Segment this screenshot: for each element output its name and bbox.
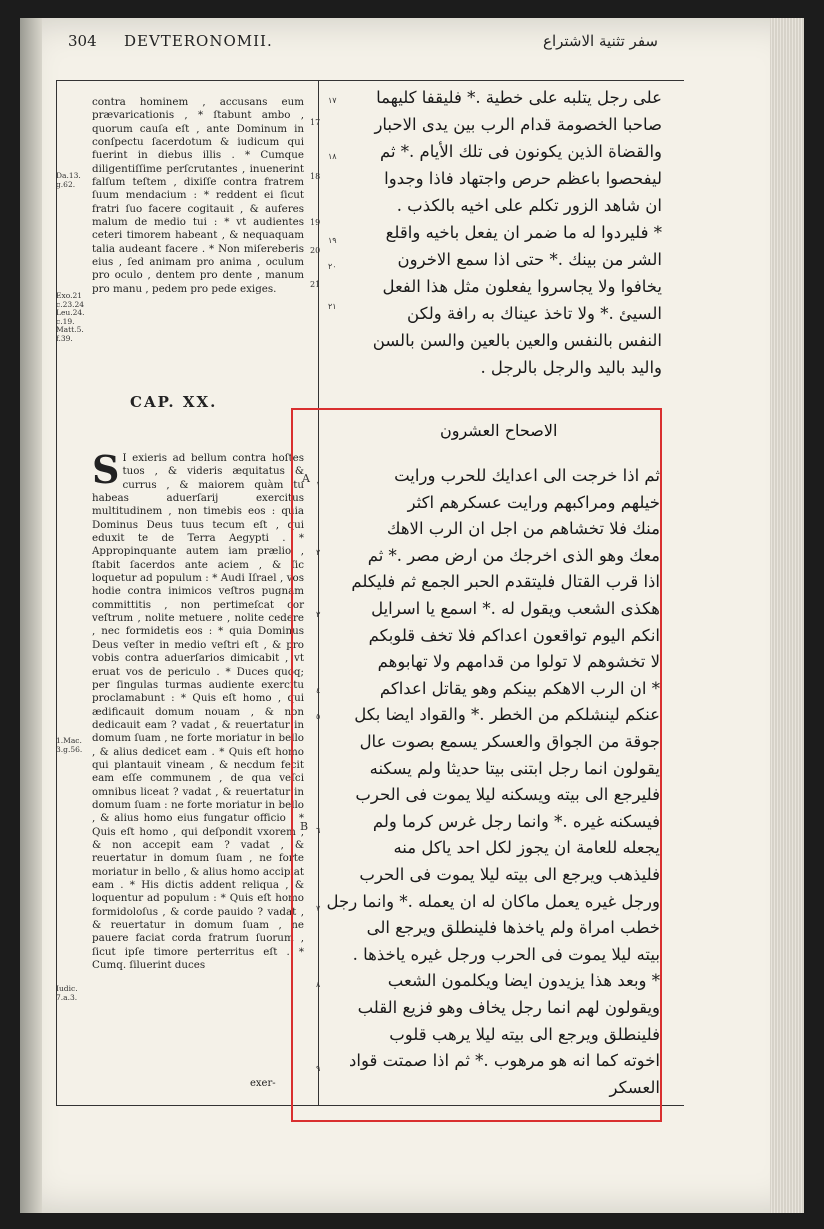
margin-note: Da.13. g.62. xyxy=(56,171,81,189)
latin-verse-number: 20 xyxy=(310,246,321,255)
book-title: DEVTERONOMII. xyxy=(124,32,273,50)
arabic-verse-number: ١٨ xyxy=(328,152,337,161)
arabic-verse-number: ٤ xyxy=(316,686,321,695)
arabic-line: خطب امراة ولم ياخذها فلينطلق ويرجع الى xyxy=(366,918,660,938)
chapter-heading: CAP. XX. xyxy=(130,393,218,411)
arabic-line: يخافوا ولا يجاسروا يفعلون مثل هذا الفعل xyxy=(382,277,662,296)
arabic-verse-number: ٩ xyxy=(316,1064,321,1073)
page-number: 304 xyxy=(68,32,97,50)
arabic-line: فليذهب ويرجع الى بيته ليلا يموت فى الحرب xyxy=(359,865,660,884)
arabic-line: جوقة من الجواق والعسكر يسمع بصوت عال xyxy=(359,732,660,751)
arabic-line: العسكر xyxy=(609,1077,660,1097)
arabic-line: * فليردوا له ما ضمر ان يفعل باخيه واقلع xyxy=(385,223,662,242)
catchword: exer- xyxy=(250,1078,276,1089)
arabic-verse-number: ١ xyxy=(316,480,321,489)
arabic-line: ويقولون لهم انما رجل يخاف وهو فزيع القلب xyxy=(357,998,660,1017)
arabic-verse-number: ٦ xyxy=(316,826,321,835)
arabic-verse-number: ٥ xyxy=(316,712,321,721)
arabic-line: بيته ليلا يموت فى الحرب ورجل غيره ياخذها . xyxy=(352,944,660,964)
arabic-line: فيسكنه غيره .* وانما رجل غرس كرما ولم xyxy=(372,811,660,831)
arabic-line: * وبعد هذا يزيدون ايضا ويكلمون الشعب xyxy=(387,971,660,991)
drop-cap: S xyxy=(92,447,120,492)
latin-verse-number: 21 xyxy=(310,280,321,289)
arabic-line: هكذى الشعب ويقول له .* اسمع يا اسرايل xyxy=(371,599,660,618)
page-header xyxy=(68,32,668,58)
arabic-line: ان شاهد الزور تكلم على اخيه بالكذب . xyxy=(396,196,662,215)
arabic-line: والقضاة الذين يكونون فى تلك الأيام .* ثم xyxy=(379,142,662,161)
center-divider-left xyxy=(56,80,57,1105)
latin-chapter-text xyxy=(92,447,304,972)
page-edges xyxy=(770,18,804,1213)
arabic-line: السيئ .* ولا تاخذ عيناك به رافة ولكن xyxy=(407,304,662,323)
arabic-line: واليد باليد والرجل بالرجل . xyxy=(480,358,662,377)
arabic-chapter-title: الاصحاح العشرون xyxy=(440,421,558,440)
arabic-line: * ان الرب الاهكم بينكم وهو يقاتل اعداكم xyxy=(379,678,660,698)
arabic-line: اخوته كما انه هو مرهوب .* ثم اذا صمتت قواد xyxy=(349,1051,660,1071)
arabic-verse-number: ٣ xyxy=(316,610,321,619)
arabic-book-title: سفر تثنية الاشتراع xyxy=(543,32,658,50)
arabic-verse-number: ١٩ xyxy=(328,236,337,245)
latin-chapter-body: I exieris ad bellum contra hoſtes tuos , & videris æquitatus & currus , & maiorem quàm tu habeas aduerſarij exercitus multitudinem , non timebis eos : quia Dominus Deus tuus tecum eſt , qui eduxit te de Terra Aegypti . * Appropinquante autem iam prælio , ſtabit ſacerdos ante aciem , & ſic loquetur ad populum : * Audi Iſrael , vos hodie contra inimicos veſtros pugnam committitis , non pertimeſcat cor veſtrum , nolite metuere , nolite cedere , nec formidetis eos : * quia Dominus Deus veſter in medio veſtri eſt , & pro vobis contra aduerſarios dimicabit , vt eruat vos de periculo . * Duces quoq; per ſingulas turmas audiente exercitu proclamabunt : * Quis eſt homo , qui ædificauit domum nouam , & non dedicauit eam ? vadat , & reuertatur in domum ſuam , ne forte moriatur in bello , & alius dedicet eam . * Quis eſt homo qui plantauit vineam , & necdum fecit eam eſſe communem , de qua veſci omnibus liceat ? vadat , & reuertatur in domum ſuam : ne forte moriatur in bello , & alius homo eius fungatur officio . * Quis eſt homo , qui deſpondit vxorem , & non accepit eam ? vadat , & reuertatur in domum ſuam , ne forte moriatur in bello , & alius homo accipiat eam . * His dictis addent reliqua , & loquentur ad populum : * Quis eſt homo formidoloſus , & corde pauido ? vadat , & reuertatur in domum ſuam , ne pauere faciat corda fratrum ſuorum , ſicut ipſe timore perterritus eſt . * Cumq. ſiluerint duces xyxy=(92,452,304,972)
arabic-line: لا تخشوهم لا تولوا من قدامهم ولا تهابوهم xyxy=(377,652,660,672)
arabic-verse-number: ٢١ xyxy=(328,302,337,311)
center-verse-letter: A xyxy=(302,472,310,485)
header-rule xyxy=(56,80,684,81)
arabic-line: منك فلا تخشاهم من اجل ان الرب الاهك xyxy=(386,519,660,539)
arabic-line: معك وهو الذى اخرجك من ارض مصر .* ثم xyxy=(367,545,660,565)
arabic-line: ورجل غيره يعمل ماكان له ان يعمله .* وانما رجل xyxy=(326,891,660,911)
arabic-verse-number: ١٧ xyxy=(328,96,337,105)
arabic-line: صاحبا الخصومة قدام الرب بين يدى الاحبار xyxy=(374,115,662,134)
arabic-line: النفس بالنفس والعين بالعين والسن بالسن xyxy=(372,331,662,350)
arabic-line: عنكم لينشلكم من الخطر .* والقواد ايضا بكل xyxy=(354,705,660,725)
margin-note: 1.Mac. 3.g.56. xyxy=(56,736,83,754)
arabic-line: يجعله للعامة ان يجوز لكل احد ياكل منه xyxy=(393,838,660,858)
latin-top-text xyxy=(92,96,304,296)
margin-note: Exo.21 c.23.24 Leu.24. c.19. Matt.5. f.39. xyxy=(56,291,85,343)
margin-note: Iudic. 7.a.3. xyxy=(56,984,78,1002)
arabic-line: يقولون انما رجل ابتنى بيتا حديثا ولم يسكنه xyxy=(369,758,660,778)
page-gutter xyxy=(20,18,42,1213)
arabic-line: على رجل يتلبه على خطية .* فليقفا كليهما xyxy=(376,88,662,107)
latin-verse-number: 17 xyxy=(310,118,321,127)
arabic-line: ثم اذا خرجت الى اعدايك للحرب ورايت xyxy=(394,466,660,485)
center-verse-letter: B xyxy=(300,820,309,833)
arabic-line: فلينطلق ويرجع الى بيته ليلا يرهب قلوب xyxy=(389,1024,660,1044)
arabic-line: ليفحصوا باعظم حرص واجتهاد فاذا وجدوا xyxy=(384,169,662,188)
latin-paragraph-top: contra hominem , accusans eum prævaricationis , * ſtabunt ambo , quorum cauſa eſt , ante Dominum in conſpectu ſacerdotum & iudicum qui fuerint in diebus illis . * Cumque diligentiſſime perſcrutantes , inuenerint falſum teſtem , dixiſſe contra fratrem ſuum mendacium : * reddent ei ſicut fratri ſuo facere cogitauit , & auferes malum de medio tui : * vt audientes ceteri timorem habeant , & nequaquam talia audeant facere . * Non miſereberis eius , ſed animam pro anima , oculum pro oculo , dentem pro dente , manum pro manu , pedem pro pede exiges. xyxy=(92,96,304,295)
arabic-line: خيلهم ومراكبهم ورايت عسكرهم اكثر xyxy=(407,492,660,512)
arabic-line: انكم اليوم تواقعون اعداكم فلا تخف قلوبكم xyxy=(368,625,660,645)
arabic-verse-number: ٢ xyxy=(316,548,321,557)
arabic-verse-number: ٧ xyxy=(316,904,321,913)
highlight-box xyxy=(291,408,662,1122)
arabic-verse-number: ٢٠ xyxy=(328,262,337,271)
latin-verse-number: 19 xyxy=(310,218,321,227)
arabic-line: فليرجع الى بيته ويسكنه ليلا يموت فى الحرب xyxy=(355,785,660,805)
arabic-line: الشر من بينك .* حتى اذا سمع الاخرون xyxy=(397,250,662,269)
arabic-line: اذا قرب القتال فليتقدم الحبر الجمع ثم فليكلم xyxy=(351,572,660,592)
latin-verse-number: 18 xyxy=(310,172,321,181)
arabic-verse-number: ٨ xyxy=(316,980,321,989)
